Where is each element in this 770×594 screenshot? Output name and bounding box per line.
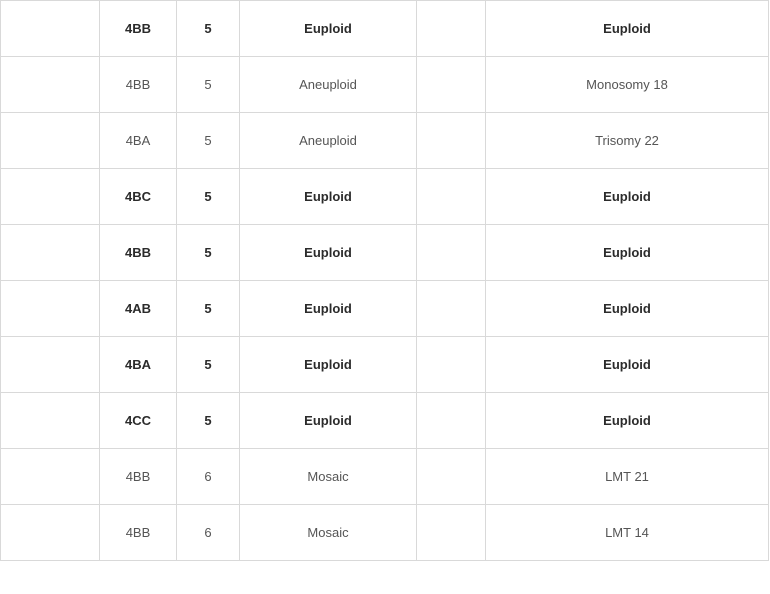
result-cell (240, 1, 417, 57)
day-cell (177, 225, 240, 281)
table-row (1, 281, 769, 337)
result-cell (240, 169, 417, 225)
detail-cell (486, 57, 769, 113)
embryo-image-cell[interactable] (1, 281, 100, 337)
detail-cell (486, 225, 769, 281)
day-cell (177, 505, 240, 561)
table-row (1, 449, 769, 505)
karyotype-image-cell[interactable] (417, 449, 486, 505)
day-cell (177, 449, 240, 505)
grade-value: 4BB (125, 524, 151, 540)
day-cell (177, 1, 240, 57)
result-cell (240, 113, 417, 169)
grade-cell (100, 57, 177, 113)
detail-cell (486, 113, 769, 169)
detail-cell (486, 393, 769, 449)
day-cell (177, 281, 240, 337)
table-row (1, 57, 769, 113)
grade-cell (100, 225, 177, 281)
detail-cell (486, 505, 769, 561)
embryo-image-cell[interactable] (1, 393, 100, 449)
detail-value: Trisomy 22 (595, 132, 659, 148)
grade-cell (100, 337, 177, 393)
grade-cell (100, 169, 177, 225)
karyotype-image-cell[interactable] (417, 505, 486, 561)
table-row (1, 113, 769, 169)
result-value: Euploid (304, 356, 352, 372)
result-value: Mosaic (307, 468, 349, 484)
grade-value: 4BA (124, 356, 151, 372)
embryo-image-cell[interactable] (1, 169, 100, 225)
day-cell (177, 113, 240, 169)
karyotype-image-cell[interactable] (417, 337, 486, 393)
karyotype-image-cell[interactable] (417, 393, 486, 449)
result-cell (240, 393, 417, 449)
table-row (1, 505, 769, 561)
grade-cell (100, 449, 177, 505)
karyotype-image-cell[interactable] (417, 281, 486, 337)
result-value: Aneuploid (299, 76, 357, 92)
day-value: 6 (204, 524, 212, 540)
result-cell (240, 225, 417, 281)
table-row (1, 225, 769, 281)
day-value: 5 (204, 188, 212, 204)
result-value: Euploid (304, 244, 352, 260)
karyotype-image-cell[interactable] (417, 57, 486, 113)
result-value: Euploid (304, 300, 352, 316)
day-value: 5 (204, 20, 212, 36)
detail-cell (486, 337, 769, 393)
detail-value: Euploid (603, 188, 651, 204)
result-cell (240, 281, 417, 337)
result-value: Euploid (304, 188, 352, 204)
day-value: 5 (204, 300, 212, 316)
result-value: Aneuploid (299, 132, 357, 148)
day-cell (177, 337, 240, 393)
detail-cell (486, 1, 769, 57)
grade-cell (100, 113, 177, 169)
grade-cell (100, 281, 177, 337)
embryo-image-cell[interactable] (1, 505, 100, 561)
detail-value: Euploid (603, 20, 651, 36)
day-value: 5 (204, 244, 212, 260)
detail-value: LMT 14 (605, 524, 649, 540)
embryo-image-cell[interactable] (1, 225, 100, 281)
embryo-image-cell[interactable] (1, 1, 100, 57)
grade-value: 4BB (124, 20, 151, 36)
result-cell (240, 337, 417, 393)
grade-cell (100, 393, 177, 449)
table-body (1, 1, 769, 561)
karyotype-image-cell[interactable] (417, 169, 486, 225)
day-cell (177, 169, 240, 225)
detail-cell (486, 281, 769, 337)
grade-value: 4BA (125, 132, 151, 148)
karyotype-image-cell[interactable] (417, 113, 486, 169)
table-row (1, 1, 769, 57)
result-cell (240, 449, 417, 505)
grade-value: 4AB (124, 300, 151, 316)
grade-cell (100, 505, 177, 561)
day-value: 5 (204, 132, 212, 148)
day-value: 5 (204, 356, 212, 372)
day-cell (177, 57, 240, 113)
grade-cell (100, 1, 177, 57)
table-row (1, 169, 769, 225)
result-cell (240, 505, 417, 561)
grade-value: 4BC (124, 188, 151, 204)
result-value: Euploid (304, 20, 352, 36)
detail-value: LMT 21 (605, 468, 649, 484)
detail-cell (486, 449, 769, 505)
table-row (1, 337, 769, 393)
detail-value: Euploid (603, 356, 651, 372)
detail-value: Monosomy 18 (586, 76, 668, 92)
day-value: 6 (204, 468, 212, 484)
embryo-image-cell[interactable] (1, 113, 100, 169)
table-row (1, 393, 769, 449)
day-cell (177, 393, 240, 449)
embryo-image-cell[interactable] (1, 57, 100, 113)
result-value: Euploid (304, 412, 352, 428)
karyotype-image-cell[interactable] (417, 225, 486, 281)
grade-value: 4BB (125, 76, 151, 92)
day-value: 5 (204, 412, 212, 428)
detail-value: Euploid (603, 412, 651, 428)
detail-value: Euploid (603, 300, 651, 316)
result-cell (240, 57, 417, 113)
detail-cell (486, 169, 769, 225)
day-value: 5 (204, 76, 212, 92)
embryo-image-cell[interactable] (1, 337, 100, 393)
grade-value: 4BB (124, 244, 151, 260)
embryo-image-cell[interactable] (1, 449, 100, 505)
detail-value: Euploid (603, 244, 651, 260)
grade-value: 4CC (124, 412, 151, 428)
grade-value: 4BB (125, 468, 151, 484)
result-value: Mosaic (307, 524, 349, 540)
karyotype-image-cell[interactable] (417, 1, 486, 57)
